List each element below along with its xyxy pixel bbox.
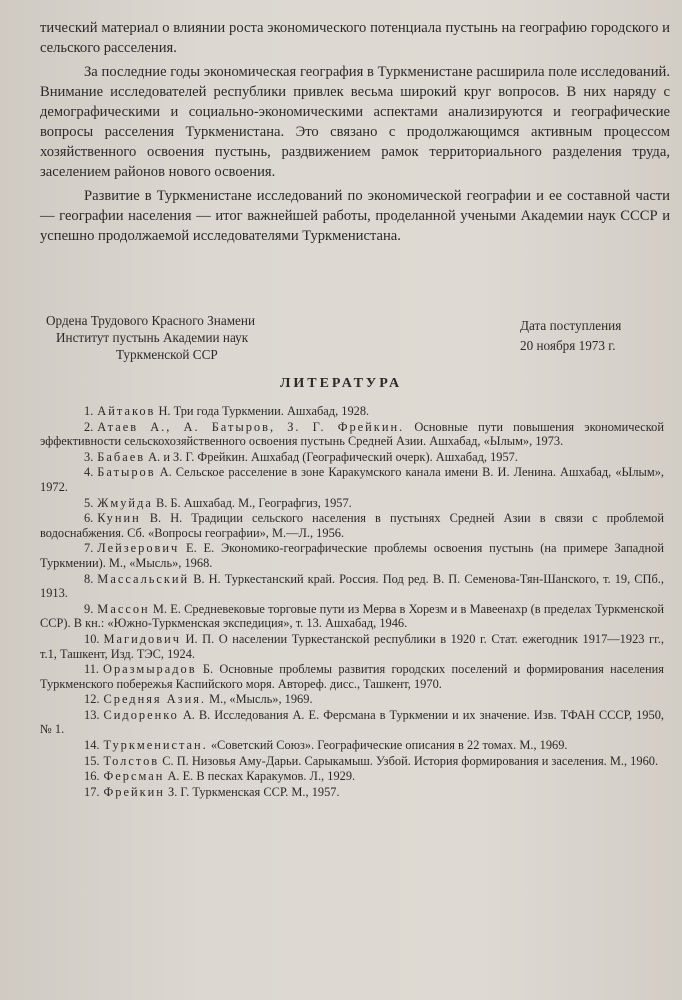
reference-number: 3. xyxy=(84,449,94,464)
reference-item xyxy=(40,511,664,540)
reference-author: Лейзерович xyxy=(97,541,180,556)
reference-author: Средняя Азия. xyxy=(103,692,206,707)
reference-text: А. и З. Г. Фрейкин. Ашхабад (Географический очерк). Ашхабад, 1957. xyxy=(145,449,518,464)
paragraph-continuation: тический материал о влиянии роста экономического потенциала пустынь на географию городского и сельского расселения. xyxy=(40,20,670,56)
reference-item xyxy=(40,404,664,419)
reference-item xyxy=(40,738,664,753)
affiliation-line: Туркменской ССР xyxy=(116,347,218,362)
reference-text: М., «Мысль», 1969. xyxy=(206,692,313,707)
received-date xyxy=(520,316,670,356)
reference-author: Жмуйда xyxy=(97,495,153,510)
reference-number: 1. xyxy=(84,404,94,418)
reference-item xyxy=(40,769,664,784)
reference-item xyxy=(40,541,664,570)
reference-author: Айтаков xyxy=(97,404,156,418)
received-value: 20 ноября 1973 г. xyxy=(520,338,616,353)
reference-text: А. Сельское расселение в зоне Каракумского канала имени В. И. Ленина. Ашхабад, «Ылым», 1972. xyxy=(40,465,664,494)
reference-text: Основные пути повышения экономической эффективности сельскохозяйственного освоения пустынь Средней Азии. Ашхабад, «Ылым», 1973. xyxy=(40,419,664,449)
reference-item xyxy=(40,572,664,601)
reference-list xyxy=(40,404,664,800)
reference-item xyxy=(40,785,664,800)
paragraph: Развитие в Туркменистане исследований по экономической географии и ее составной части — географии населения — итог важнейшей работы, проделанной учеными Академии наук СССР и успешно продолжаемой исследователями Туркменистана. xyxy=(40,188,670,244)
reference-author: Атаев А., А. Батыров, З. Г. Фрейкин. xyxy=(97,419,405,434)
reference-text: З. Г. Туркменская ССР. М., 1957. xyxy=(164,784,340,799)
reference-number: 13. xyxy=(84,707,100,722)
reference-text: Е. Е. Экономико-географические проблемы освоения пустынь (на примере Западной Туркмении). М., «Мысль», 1968. xyxy=(40,541,664,570)
affiliation-line: Ордена Трудового Красного Знамени xyxy=(46,313,256,328)
reference-number: 7. xyxy=(84,541,94,556)
body-text xyxy=(40,18,670,246)
reference-number: 4. xyxy=(84,465,94,480)
reference-author: Фрейкин xyxy=(103,784,165,799)
reference-text: «Советский Союз». Географические описания в 22 томах. М., 1969. xyxy=(207,738,568,753)
reference-number: 6. xyxy=(84,511,94,526)
reference-author: Ферсман xyxy=(103,769,165,784)
reference-author: Сидоренко xyxy=(103,707,179,722)
reference-text: С. П. Низовья Аму-Дарьи. Сарыкамыш. Узбой. История формирования и заселения. М., 1960. xyxy=(159,753,659,768)
reference-author: Массон xyxy=(97,601,150,616)
reference-author: Массальский xyxy=(97,571,190,586)
reference-item xyxy=(40,662,664,691)
reference-author: Туркменистан. xyxy=(103,738,208,753)
reference-text: М. Е. Средневековые торговые пути из Мерва в Хорезм и в Мавеенахр (в пределах Туркменской ССР). В кн.: «Южно-Туркменская экспедиция», т. 13. Ашхабад, 1946. xyxy=(40,601,664,631)
reference-item xyxy=(40,496,664,511)
reference-number: 14. xyxy=(84,738,100,753)
reference-item xyxy=(40,602,664,631)
paragraph: За последние годы экономическая география в Туркменистане расширила поле исследований. Внимание исследователей республики привлек весьма широкий круг вопросов. В них наряду с демографическими и социально-экономическими аспектами анализируются и географические вопросы расселения Туркменистана. Это связано с продолжающимся активным процессом хозяйственного освоения пустынь, раздвижением рамок территориального разделения труда, заселением районов нового освоения. xyxy=(40,64,670,180)
reference-item xyxy=(40,420,664,449)
reference-author: Батыров xyxy=(97,465,156,480)
reference-number: 16. xyxy=(84,769,100,784)
affiliation xyxy=(46,312,346,363)
reference-author: Толстов xyxy=(103,753,160,768)
reference-number: 8. xyxy=(84,571,94,586)
reference-item xyxy=(40,465,664,494)
reference-author: Оразмырадов xyxy=(103,662,197,677)
reference-item xyxy=(40,754,664,769)
reference-author: Магидович xyxy=(103,631,181,646)
reference-number: 2. xyxy=(84,419,94,434)
reference-item xyxy=(40,632,664,661)
reference-item xyxy=(40,708,664,737)
reference-number: 9. xyxy=(84,601,94,616)
reference-author: Бабаев xyxy=(97,449,146,464)
reference-number: 11. xyxy=(84,662,100,677)
reference-text: В. Б. Ашхабад. М., Географгиз, 1957. xyxy=(152,495,352,510)
reference-text: В. Н. Туркестанский край. Россия. Под ред. В. П. Семенова-Тян-Шанского, т. 19, СПб., 1913. xyxy=(40,571,664,601)
reference-number: 5. xyxy=(84,495,94,510)
reference-number: 15. xyxy=(84,753,100,768)
reference-text: А. Е. В песках Каракумов. Л., 1929. xyxy=(164,769,356,784)
reference-text: И. П. О населении Туркестанской республики в 1920 г. Стат. ежегодник 1917—1923 гг., т.1, Ташкент, Изд. ТЭС, 1924. xyxy=(40,631,664,661)
reference-item xyxy=(40,692,664,707)
reference-text: Б. Основные проблемы развития городских поселений и формирования населения Туркменского побережья Каспийского моря. Автореф. дисс., Ташкент, 1970. xyxy=(40,662,664,691)
reference-text: В. Н. Традиции сельского населения в пустынях Средней Азии в связи с проблемой водоснабжения. Сб. «Вопросы географии», М.—Л., 1956. xyxy=(40,511,664,540)
reference-item xyxy=(40,450,664,465)
literature-heading: ЛИТЕРАТУРА xyxy=(279,376,403,391)
received-label: Дата поступления xyxy=(520,318,622,333)
reference-number: 12. xyxy=(84,692,100,707)
reference-text: Н. Три года Туркмении. Ашхабад, 1928. xyxy=(155,404,370,418)
affiliation-line: Институт пустынь Академии наук xyxy=(56,330,249,345)
reference-author: Кунин xyxy=(97,511,141,526)
reference-text: А. В. Исследования А. Е. Ферсмана в Туркмении и их значение. Изв. ТФАН СССР, 1950, № 1. xyxy=(40,707,664,737)
reference-number: 17. xyxy=(84,784,100,799)
reference-number: 10. xyxy=(84,631,100,646)
